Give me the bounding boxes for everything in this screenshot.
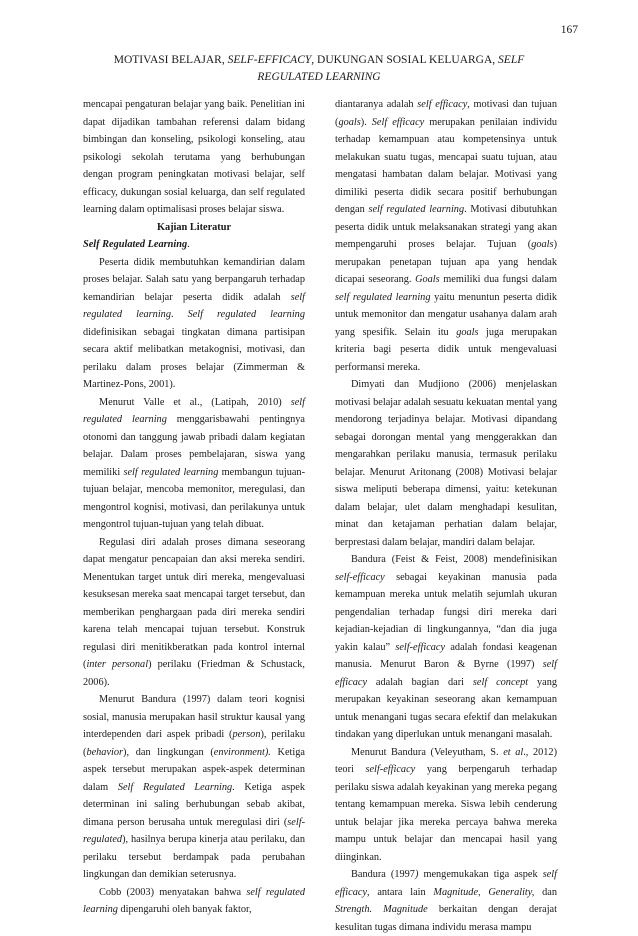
body-columns xyxy=(83,96,557,936)
right-column xyxy=(335,96,557,936)
subsection-heading: Self Regulated Learning. xyxy=(83,239,190,250)
paragraph: Regulasi diri adalah proses dimana seseorang dapat mengatur pencapaian dan aksi mereka sendiri. Menentukan target untuk diri mereka, mengevaluasi kesuksesan mereka saat mencapai target tersebut, dan memberikan penghargaan pada diri mereka sendiri karena telah mencapai tujuan tersebut. Konstruk regulasi diri menitikberatkan pada kontrol internal (inter personal) perilaku (Friedman & Schustack, 2006). xyxy=(83,536,305,688)
paragraph: Dimyati dan Mudjiono (2006) menjelaskan motivasi belajar adalah sesuatu kekuatan mental yang mendorong terjadinya belajar. Motivasi dipandang sebagai dorongan mental yang menggerakkan dan mengarahkan perilaku manusia, termasuk perilaku belajar. Menurut Aritonang (2008) Motivasi belajar siswa meliputi beberapa dimensi, yaitu: ketekunan dalam belajar, ulet dalam menghadapi kesulitan, minat dan ketajaman perhatian dalam belajar, berprestasi dalam belajar, mandiri dalam belajar. xyxy=(335,379,557,548)
paragraph: Bandura (1997) mengemukakan tiga aspek self efficacy, antara lain Magnitude, Generality, dan Strength. Magnitude berkaitan dengan derajat kesulitan tugas dimana individu merasa mampu xyxy=(335,869,558,933)
paragraph: Bandura (Feist & Feist, 2008) mendefinisikan self-efficacy sebagai keyakinan manusia pada kemampuan mereka untuk melatih sejumlah ukuran pengendalian terhadap fungsi diri mereka dari kejadian-kejadian di lingkungannya, “dan dia juga yakin kalau” self-efficacy adalah fondasi keagenan manusia. Menurut Baron & Byrne (1997) self efficacy adalah bagian dari self concept yang merupakan keyakinan seseorang akan kemampuan untuk menangani tugas secara efektif dan melakukan tindakan yang diperlukan untuk menangani masalah. xyxy=(335,554,557,740)
paragraph: Menurut Bandura (1997) dalam teori kognisi sosial, manusia merupakan hasil struktur kausal yang interdependen dari aspek pribadi (person), perilaku (behavior), dan lingkungan (environment). Ketiga aspek tersebut merupakan aspek-aspek determinan dalam Self Regulated Learning. Ketiga aspek determinan ini saling berhubungan sebab akibat, dimana person berusaha untuk meregulasi diri (self-regulated), hasilnya berupa kinerja atau perilaku, dan perilaku tersebut berdampak pada perubahan lingkungan dan demikian seterusnya. xyxy=(83,694,305,880)
paragraph: Peserta didik membutuhkan kemandirian dalam proses belajar. Salah satu yang berpangaruh terhadap kemandirian belajar peserta didik adalah self regulated learning. Self regulated learning didefinisikan sebagai tingkatan dimana partisipan secara aktif melibatkan metakognisi, motivasi, dan perilaku dalam proses belajar (Zimmerman & Martinez-Pons, 2001). xyxy=(83,256,305,390)
running-head: MOTIVASI BELAJAR, SELF-EFFICACY, DUKUNGAN SOSIAL KELUARGA, SELF REGULATED LEARNING xyxy=(113,54,525,83)
paragraph: Menurut Valle et al., (Latipah, 2010) self regulated learning menggarisbawahi pentingnya otonomi dan tanggung jawab pribadi dalam kegiatan belajar. Dalam proses pembelajaran, siswa yang memiliki self regulated learning membangun tujuan-tujuan belajar, mencoba memonitor, meregulasi, dan mengontrol kognisi, motivasi, dan perilakunya untuk mengontrol tujuan-tujuan yang telah dibuat. xyxy=(83,396,305,530)
left-column xyxy=(83,96,305,936)
section-heading: Kajian Literatur xyxy=(156,221,232,233)
paragraph: Menurut Bandura (Veleyutham, S. et al., 2012) teori self-efficacy yang berpengaruh terhadap perilaku siswa adalah keyakinan yang mereka pegang tentang kemampuan mereka. Siswa lebih cenderung untuk belajar jika mereka percaya bahwa mereka mampu untuk belajar dan mencapai hasil yang diinginkan. xyxy=(335,746,557,863)
paragraph: diantaranya adalah self efficacy, motivasi dan tujuan (goals). Self efficacy merupakan penilaian individu terhadap kemampuan atau kompetensinya untuk melakukan suatu tugas, mencapai suatu tujuan, atau mengatasi hambatan dalam belajar. Motivasi yang dimiliki peserta didik secara positif berhubungan dengan self regulated learning. Motivasi dibutuhkan peserta didik untuk melaksanakan strategi yang akan mempengaruhi proses belajar. Tujuan (goals) merupakan penetapan tujuan apa yang hendak dicapai seseorang. Goals memiliki dua fungsi dalam self regulated learning yaitu menuntun peserta didik untuk memonitor dan mengatur usahanya dalam arah yang spesifik. Selain itu goals juga merupakan kriteria bagi peserta didik untuk mengevaluasi performansi mereka. xyxy=(335,99,558,373)
paragraph: Cobb (2003) menyatakan bahwa self regulated learning dipengaruhi oleh banyak faktor, xyxy=(83,886,305,915)
page-number: 167 xyxy=(560,24,578,36)
paragraph: mencapai pengaturan belajar yang baik. Penelitian ini dapat dijadikan tambahan referensi dalam bidang bimbingan dan konseling, psikologi konseling, atau psikologi sekolah terutama yang berhubungan dengan program peningkatan motivasi belajar, self efficacy, dukungan sosial keluarga, dan self regulated learning dalam optimalisasi proses belajar siswa. xyxy=(83,99,305,215)
